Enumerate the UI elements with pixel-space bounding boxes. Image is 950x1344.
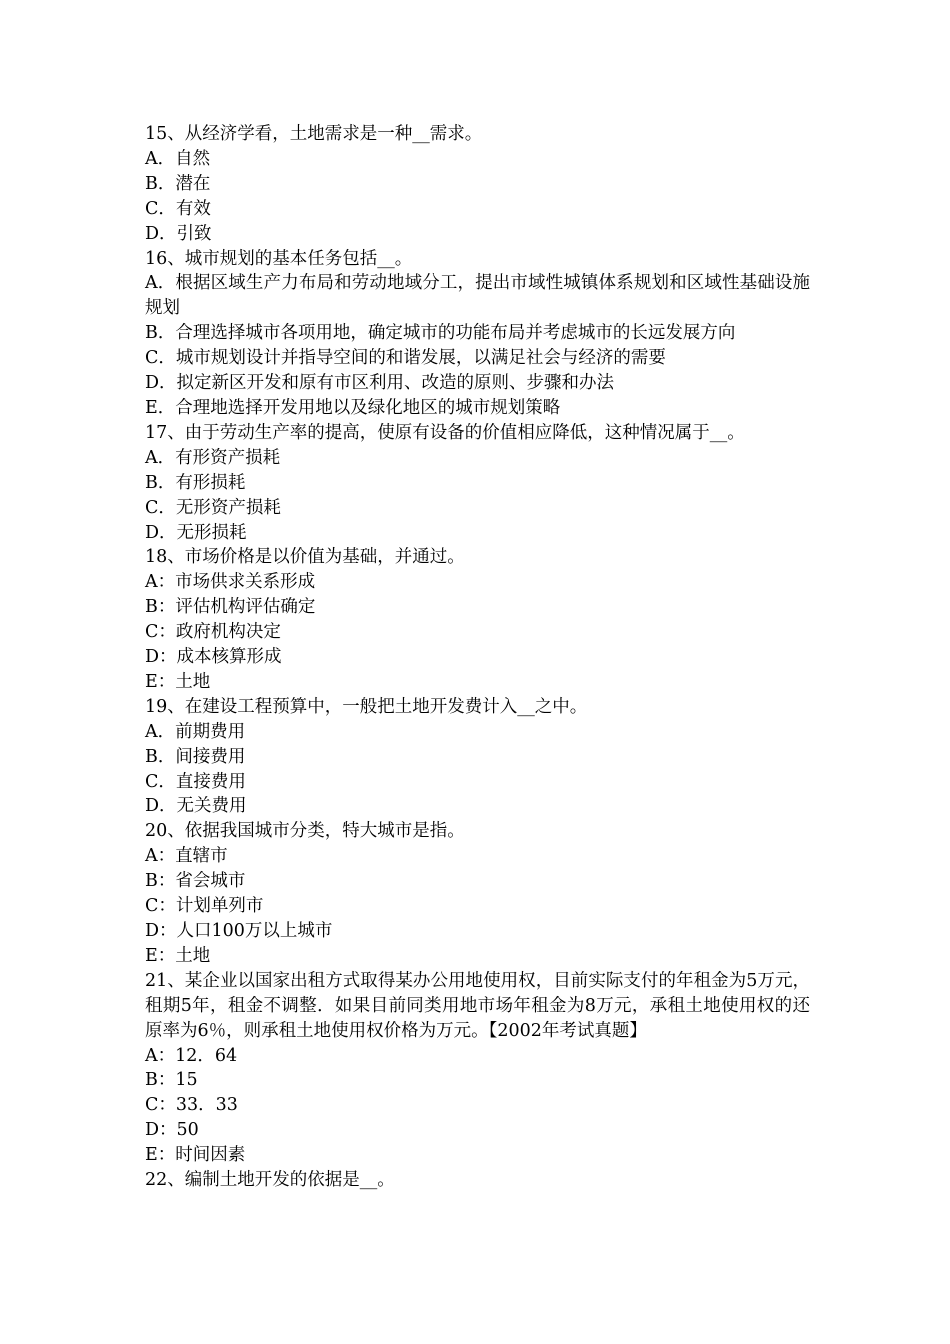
question-21-option-b: B：15 (145, 1070, 198, 1091)
question-18-option-d: D：成本核算形成 (145, 647, 282, 668)
question-17-option-b: B．有形损耗 (145, 472, 246, 493)
question-20-option-b: B：省会城市 (145, 871, 246, 892)
question-15-option-c: C．有效 (145, 198, 211, 219)
question-21-option-e: E：时间因素 (145, 1145, 246, 1166)
question-21-stem: 21、某企业以国家出租方式取得某办公用地使用权，目前实际支付的年租金为5万元，租期5年，租金不调整．如果目前同类用地市场年租金为8万元，承租土地使用权的还原率为6％，则承租土地使用权价格为万元。【2002年考试真题】 (145, 970, 810, 1041)
question-17-stem: 17、由于劳动生产率的提高，使原有设备的价值相应降低，这种情况属于__。 (145, 422, 745, 443)
question-15-option-a: A．自然 (145, 148, 211, 169)
question-18-stem: 18、市场价格是以价值为基础，并通过。 (145, 547, 465, 568)
question-18-option-e: E：土地 (145, 671, 211, 692)
question-15-stem: 15、从经济学看，土地需求是一种__需求。 (145, 124, 483, 144)
question-15-option-b: B．潜在 (145, 173, 211, 194)
question-16-option-e: E．合理地选择开发用地以及绿化地区的城市规划策略 (145, 397, 561, 418)
question-16-option-d: D．拟定新区开发和原有市区利用、改造的原则、步骤和办法 (145, 373, 615, 394)
question-20-option-e: E：土地 (145, 945, 211, 966)
question-20-stem: 20、依据我国城市分类，特大城市是指。 (145, 821, 465, 842)
question-18-option-b: B：评估机构评估确定 (145, 597, 316, 618)
question-list (145, 122, 810, 1193)
question-17-option-c: C．无形资产损耗 (145, 497, 281, 518)
question-18-option-a: A：市场供求关系形成 (145, 572, 316, 593)
question-16-option-c: C．城市规划设计并指导空间的和谐发展，以满足社会与经济的需要 (145, 348, 666, 369)
question-21-option-c: C：33．33 (145, 1095, 238, 1116)
question-16-option-a: A．根据区域生产力布局和劳动地域分工，提出市域性城镇体系规划和区域性基础设施规划 (145, 273, 810, 319)
question-20-option-d: D：人口100万以上城市 (145, 921, 333, 941)
question-17-option-a: A．有形资产损耗 (145, 447, 281, 468)
question-17-option-d: D．无形损耗 (145, 522, 247, 543)
question-20-option-a: A：直辖市 (145, 846, 228, 867)
question-19-option-c: C．直接费用 (145, 771, 246, 792)
question-18-option-c: C：政府机构决定 (145, 622, 281, 643)
question-19-option-b: B．间接费用 (145, 746, 246, 767)
question-16-option-b: B．合理选择城市各项用地，确定城市的功能布局并考虑城市的长远发展方向 (145, 323, 736, 344)
question-22-stem: 22、编制土地开发的依据是__。 (145, 1170, 395, 1191)
question-15-option-d: D．引致 (145, 223, 212, 244)
question-20-option-c: C：计划单列市 (145, 896, 264, 917)
question-19-stem: 19、在建设工程预算中，一般把土地开发费计入__之中。 (145, 696, 588, 717)
question-21-option-d: D：50 (145, 1120, 199, 1141)
question-16-stem: 16、城市规划的基本任务包括__。 (145, 248, 413, 269)
question-19-option-d: D．无关费用 (145, 796, 247, 817)
question-21-option-a: A：12．64 (145, 1045, 238, 1066)
question-19-option-a: A．前期费用 (145, 721, 246, 742)
